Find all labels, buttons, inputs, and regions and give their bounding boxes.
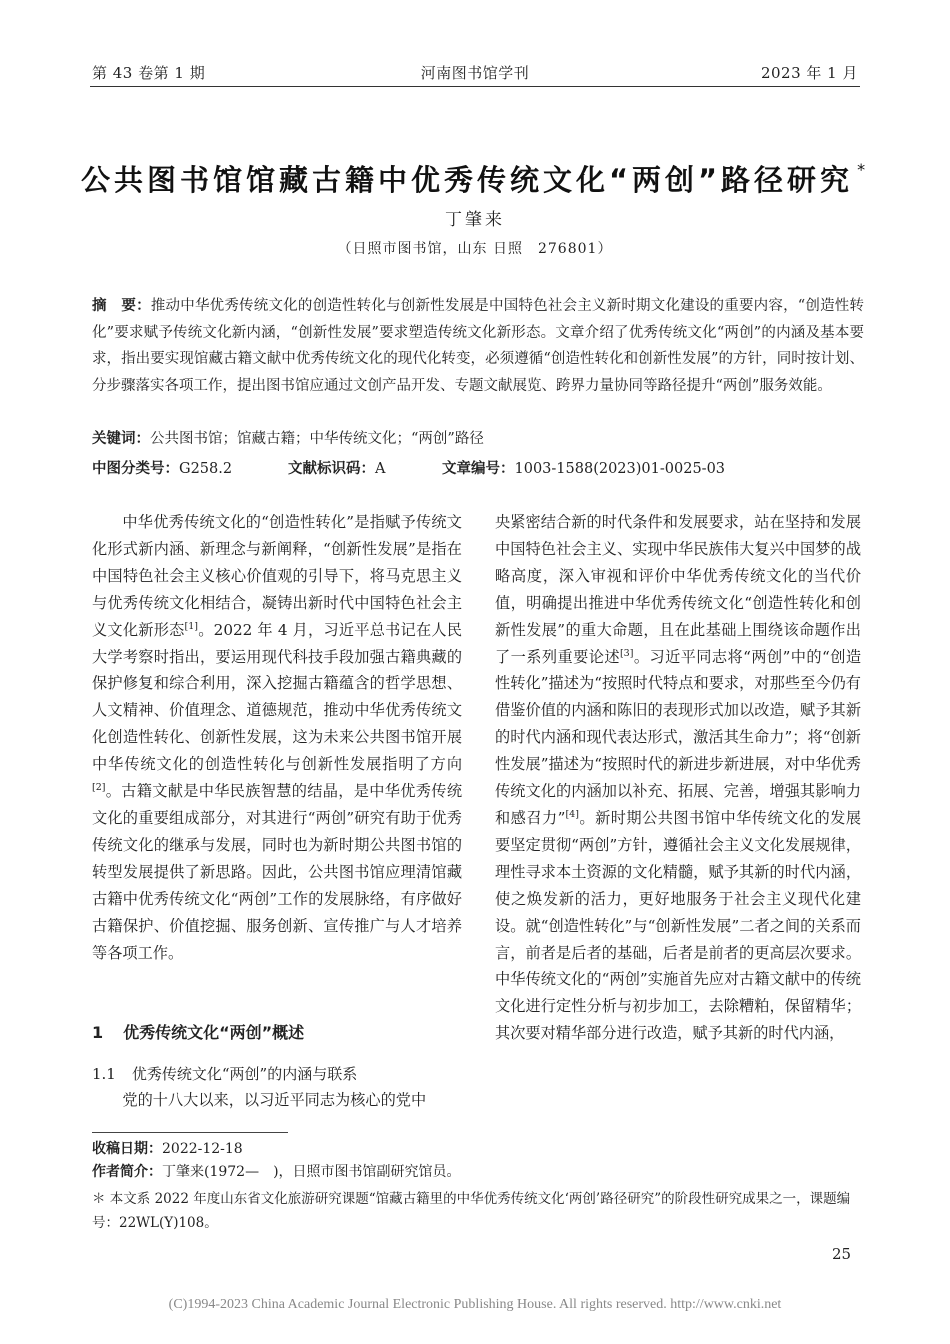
page-number: 25 bbox=[832, 1245, 852, 1263]
section-1-1-first-line: 党的十八大以来，以习近平同志为核心的党中 bbox=[122, 1091, 427, 1109]
header-rule bbox=[90, 86, 860, 87]
doc-label: 文献标识码： bbox=[288, 461, 375, 477]
title-footnote-mark: * bbox=[857, 160, 870, 180]
section-1-1-number: 1.1 bbox=[92, 1065, 116, 1083]
abstract-label: 摘 要： bbox=[92, 298, 151, 314]
keywords-text: 公共图书馆；馆藏古籍；中华传统文化；“两创”路径 bbox=[150, 431, 484, 447]
paper-title-text: 公共图书馆馆藏古籍中优秀传统文化“两创”路径研究 bbox=[80, 163, 854, 197]
citation-4: [4] bbox=[565, 808, 579, 820]
left-column bbox=[92, 509, 462, 966]
header-date: 2023 年 1 月 bbox=[760, 64, 858, 82]
right-text-c: 。新时期公共图书馆中华传统文化的发展要坚定贯彻“两创”方针，遵循社会主义文化发展规律，理性寻求本土资源的文化精髓，赋予其新的时代内涵，使之焕发新的活力，更好地服务于社会主义现代化建设。就“创造性转化”与“创新性发展”二者之间的关系而言，前者是后者的基础，后者是前者的更高层次要求。中华传统文化的“两创”实施首先应对古籍文献中的传统文化进行定性分析与初步加工，去除糟粕，保留精华；其次要对精华部分进行改造，赋予其新的时代内涵， bbox=[495, 808, 862, 1043]
copyright-notice: (C)1994-2023 China Academic Journal Electronic Publishing House. All rights reserved. http://www.cnki.net bbox=[168, 1297, 782, 1312]
author-bio-label: 作者简介： bbox=[92, 1164, 162, 1180]
clc-label: 中图分类号： bbox=[92, 461, 179, 477]
right-text-b: 。习近平同志将“两创”中的“创造性转化”描述为“按照时代特点和要求，对那些至今仍有借鉴价值的内涵和陈旧的表现形式加以改造，赋予其新的时代内涵和现代表达形式，激活其生命力”；将“创新性发展”描述为“按照时代的新进步新进展，对中华优秀传统文化的内涵加以补充、拓展、完善，增强其影响力和感召力” bbox=[495, 647, 862, 827]
author-bio bbox=[92, 1161, 864, 1183]
fund-note: ＊ 本文系 2022 年度山东省文化旅游研究课题“馆藏古籍里的中华优秀传统文化‘两创’路径研究”的阶段性研究成果之一，课题编号：22WL(Y)108。 bbox=[92, 1191, 851, 1231]
received-value: 2022-12-18 bbox=[162, 1141, 243, 1157]
article-label: 文章编号： bbox=[442, 461, 515, 477]
author-name: 丁肇来 bbox=[445, 210, 505, 230]
intro-text-b: 。2022 年 4 月，习近平总书记在人民大学考察时指出，要运用现代科技手段加强古籍典藏的保护修复和综合利用，深入挖掘古籍蕴含的哲学思想、人文精神、价值理念、道德规范，推动中华优秀传统文化创造性转化、创新性发展，这为未来公共图书馆开展中华传统文化的创造性转化与创新性发展指明了方向 bbox=[92, 620, 463, 774]
footnote-rule bbox=[92, 1132, 288, 1133]
section-1-1-heading bbox=[92, 1063, 357, 1084]
keywords-label: 关键词： bbox=[92, 431, 150, 447]
section-1-title: 优秀传统文化“两创”概述 bbox=[123, 1023, 305, 1042]
right-text-a: 央紧密结合新的时代条件和发展要求，站在坚持和发展中国特色社会主义、实现中华民族伟大复兴中国梦的战略高度，深入审视和评价中华优秀传统文化的当代价值，明确提出推进中华优秀传统文化“创造性转化和创新性发展”的重大命题，且在此基础上围绕该命题作出了一系列重要论述 bbox=[495, 513, 861, 666]
abstract bbox=[92, 293, 864, 399]
document-code bbox=[288, 458, 385, 480]
clc-value: G258.2 bbox=[179, 461, 233, 477]
paper-title bbox=[60, 158, 890, 199]
received-date bbox=[92, 1138, 864, 1160]
intro-text-a: 中华优秀传统文化的“创造性转化”是指赋予传统文化形式新内涵、新理念与新阐释，“创新性发展”是指在中国特色社会主义核心价值观的引导下，将马克思主义与优秀传统文化相结合，凝铸出新时代中国特色社会主义文化新形态 bbox=[92, 513, 462, 639]
article-value: 1003-1588(2023)01-0025-03 bbox=[514, 461, 726, 477]
section-1-heading bbox=[92, 1020, 304, 1043]
keywords bbox=[92, 428, 864, 450]
citation-3: [3] bbox=[619, 647, 634, 659]
article-number bbox=[442, 458, 725, 480]
right-paragraph bbox=[495, 509, 861, 1047]
received-label: 收稿日期： bbox=[92, 1141, 162, 1157]
doc-value: A bbox=[375, 461, 386, 477]
right-column bbox=[495, 509, 861, 1047]
author-affiliation: （日照市图书馆，山东 日照 276801） bbox=[337, 241, 613, 257]
header-volume: 第 43 卷第 1 期 bbox=[92, 64, 206, 82]
abstract-text: 推动中华优秀传统文化的创造性转化与创新性发展是中国特色社会主义新时期文化建设的重要内容，“创造性转化”要求赋予传统文化新内涵，“创新性发展”要求塑造传统文化新形态。文章介绍了优秀传统文化“两创”的内涵及基本要求，指出要实现馆藏古籍文献中优秀传统文化的现代化转变，必须遵循“创造性转化和创新性发展”的方针，同时按计划、分步骤落实各项工作，提出图书馆应通过文创产品开发、专题文献展览、跨界力量协同等路径提升“两创”服务效能。 bbox=[92, 298, 865, 394]
section-1-1-title: 优秀传统文化“两创”的内涵与联系 bbox=[131, 1065, 358, 1083]
section-1-number: 1 bbox=[92, 1023, 104, 1042]
clc-number bbox=[92, 458, 232, 480]
citation-1: [1] bbox=[184, 620, 199, 632]
author-bio-value: 丁肇来(1972— )，日照市图书馆副研究馆员。 bbox=[162, 1164, 461, 1180]
header-journal: 河南图书馆学刊 bbox=[420, 64, 530, 82]
citation-2: [2] bbox=[92, 782, 106, 793]
intro-text-c: 。古籍文献是中华民族智慧的结晶，是中华优秀传统文化的重要组成部分，对其进行“两创”研究有助于优秀传统文化的继承与发展，同时也为新时期公共图书馆的转型发展提供了新思路。因此，公共图书馆应理清馆藏古籍中优秀传统文化“两创”工作的发展脉络，有序做好古籍保护、价值挖掘、服务创新、宣传推广与人才培养等各项工作。 bbox=[92, 782, 462, 962]
intro-paragraph bbox=[92, 509, 462, 966]
